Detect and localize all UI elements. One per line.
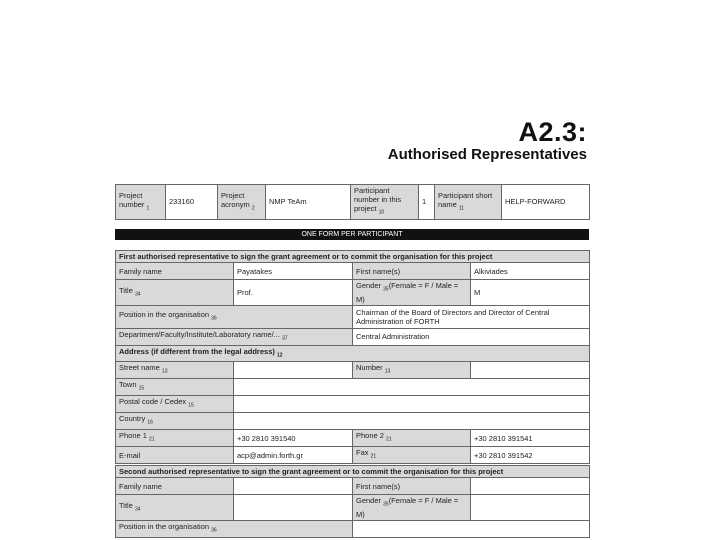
participant-number-label: Participant number in this project $_{10}$	[351, 185, 419, 220]
rep2-first-name-label: First name(s)	[353, 478, 471, 495]
rep2-title-label: Title $_{34}$	[116, 495, 234, 521]
rep1-phone1-label: Phone 1 $_{21}$	[116, 430, 234, 447]
rep1-department-label: Department/Faculty/Institute/Laboratory name/... $_{37}$	[116, 328, 353, 345]
project-acronym-label: Project acronym $_2$	[218, 185, 266, 220]
rep2-heading: Second authorised representative to sign the grant agreement or to commit the organisation for this project	[116, 466, 590, 478]
rep1-first-name-value: Alkiviades	[471, 263, 590, 280]
one-form-banner: ONE FORM PER PARTICIPANT	[115, 229, 589, 240]
rep1-country-value	[234, 413, 590, 430]
rep1-title-value: Prof.	[234, 280, 353, 306]
rep1-family-name-label: Family name	[116, 263, 234, 280]
rep2-first-name-value	[471, 478, 590, 495]
rep1-number-value	[471, 362, 590, 379]
rep1-email-label: E-mail	[116, 447, 234, 464]
rep2-position-value	[353, 520, 590, 537]
rep1-street-value	[234, 362, 353, 379]
rep2-gender-value	[471, 495, 590, 521]
rep1-email-value: acp@admin.forth.gr	[234, 447, 353, 464]
rep1-town-value	[234, 379, 590, 396]
rep1-gender-label: Gender $_{35}$(Female = F / Male = M)	[353, 280, 471, 306]
rep1-number-label: Number $_{13}$	[353, 362, 471, 379]
participant-short-label: Participant short name $_{11}$	[435, 185, 502, 220]
rep1-phone1-value: +30 2810 391540	[234, 430, 353, 447]
participant-short-value: HELP-FORWARD	[502, 185, 590, 220]
rep1-fax-label: Fax $_{21}$	[353, 447, 471, 464]
rep1-phone2-label: Phone 2 $_{21}$	[353, 430, 471, 447]
rep1-position-value: Chairman of the Board of Directors and Director of Central Administration of FORTH	[353, 305, 590, 328]
rep1-fax-value: +30 2810 391542	[471, 447, 590, 464]
rep2-family-name-value	[234, 478, 353, 495]
project-acronym-value: NMP TeAm	[266, 185, 351, 220]
rep1-phone2-value: +30 2810 391541	[471, 430, 590, 447]
section-subtitle: Authorised Representatives	[387, 146, 587, 163]
project-header-table	[115, 184, 590, 220]
rep2-gender-label: Gender $_{35}$(Female = F / Male = M)	[353, 495, 471, 521]
project-number-label: Project number $_1$	[116, 185, 166, 220]
rep1-department-value: Central Administration	[353, 328, 590, 345]
rep1-title-label: Title $_{34}$	[116, 280, 234, 306]
rep1-gender-value: M	[471, 280, 590, 306]
rep1-heading: First authorised representative to sign the grant agreement or to commit the organisation for this project	[116, 251, 590, 263]
rep1-position-label: Position in the organisation $_{36}$	[116, 305, 353, 328]
rep1-postal-value	[234, 396, 590, 413]
rep1-postal-label: Postal code / Cedex $_{15}$	[116, 396, 234, 413]
rep1-address-heading: Address (if different from the legal address) $_{12}$	[116, 345, 590, 362]
participant-number-value: 1	[419, 185, 435, 220]
rep2-family-name-label: Family name	[116, 478, 234, 495]
first-representative-table	[115, 250, 590, 464]
rep1-town-label: Town $_{15}$	[116, 379, 234, 396]
rep1-street-label: Street name $_{13}$	[116, 362, 234, 379]
rep1-family-name-value: Payatakes	[234, 263, 353, 280]
rep2-title-value	[234, 495, 353, 521]
section-title	[388, 117, 587, 163]
rep2-position-label: Position in the organisation $_{36}$	[116, 520, 353, 537]
rep1-first-name-label: First name(s)	[353, 263, 471, 280]
second-representative-table	[115, 465, 590, 538]
rep1-country-label: Country $_{16}$	[116, 413, 234, 430]
section-number: A2.3:	[518, 117, 587, 147]
project-number-value: 233160	[166, 185, 218, 220]
